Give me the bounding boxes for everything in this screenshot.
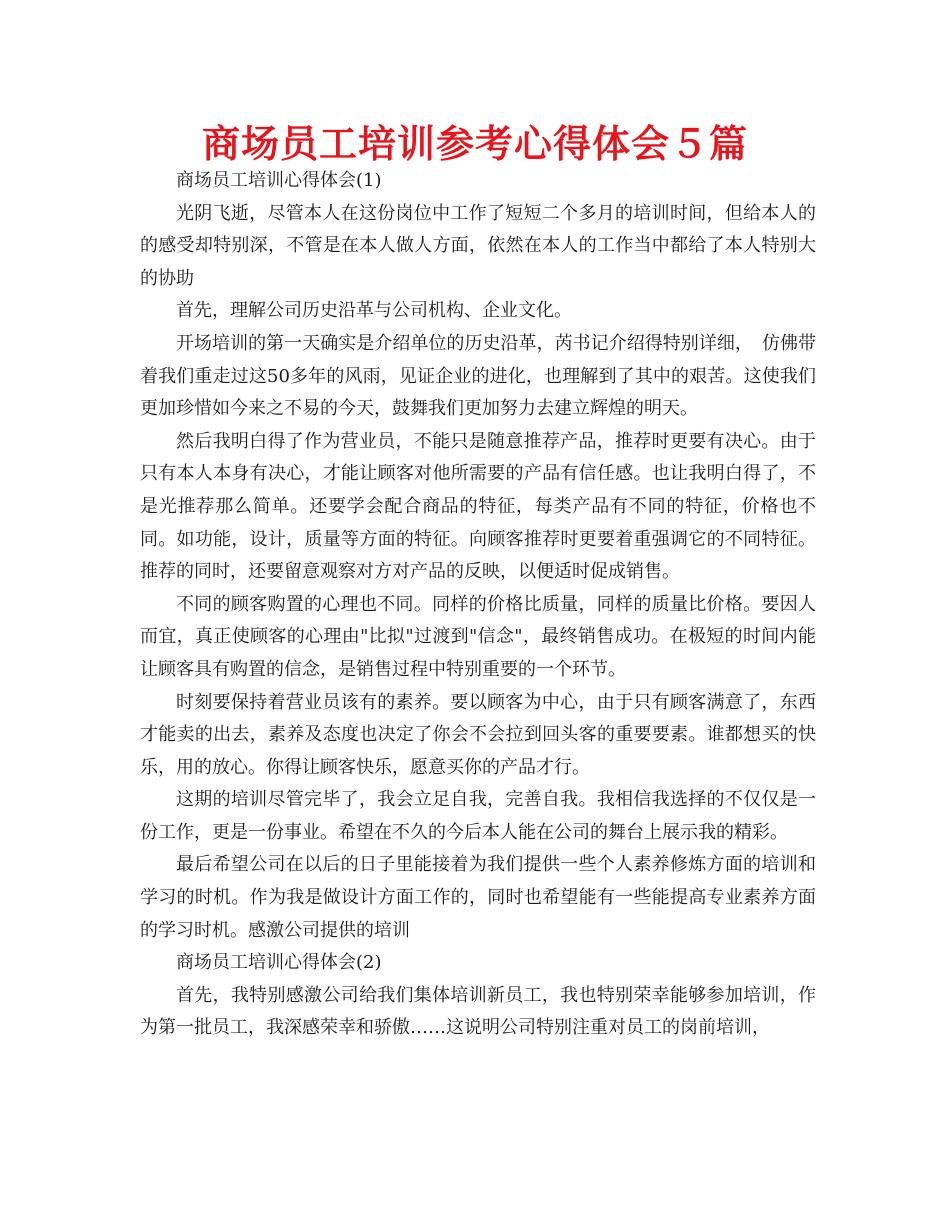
paragraph: 最后希望公司在以后的日子里能接着为我们提供一些个人素养修炼方面的培训和学习的时机。作为我是做设计方面工作的，同时也希望能有一些能提高专业素养方面的学习时机。感激公司提供的培训 — [140, 854, 816, 941]
paragraph: 光阴飞逝，尽管本人在这份岗位中工作了短短二个多月的培训时间，但给本人的的感受却特别深，不管是在本人做人方面，依然在本人的工作当中都给了本人特别大的协助 — [140, 202, 816, 289]
document-title: 商场员工培训参考心得体会５篇 — [201, 122, 748, 166]
paragraph: 这期的培训尽管完毕了，我会立足自我，完善自我。我相信我选择的不仅仅是一份工作，更是一份事业。希望在不久的今后本人能在公司的舞台上展示我的精彩。 — [140, 789, 816, 843]
paragraph: 首先，我特别感激公司给我们集体培训新员工，我也特别荣幸能够参加培训，作为第一批员工，我深感荣幸和骄傲……这说明公司特别注重对员工的岗前培训， — [140, 984, 816, 1039]
paragraph: 开场培训的第一天确实是介绍单位的历史沿革，芮书记介绍得特别详细， 仿佛带着我们重走过这50多年的风雨，见证企业的进化，也理解到了其中的艰苦。这使我们更加珍惜如今来之不易的今天，鼓舞我们更加努力去建立辉煌的明天。 — [140, 332, 816, 420]
paragraph: 首先，理解公司历史沿革与公司机构、企业文化。 — [176, 300, 572, 322]
section-heading-2: 商场员工培训心得体会(2) — [176, 952, 382, 974]
paragraph: 然后我明白得了作为营业员，不能只是随意推荐产品，推荐时更要有决心。由于只有本人本身有决心，才能让顾客对他所需要的产品有信任感。也让我明白得了，不是光推荐那么简单。还要学会配合商品的特征，每类产品有不同的特征，价格也不同。如功能，设计，质量等方面的特征。向顾客推荐时更要着重强调它的不同特征。推荐的同时，还要留意观察对方对产品的反映，以便适时促成销售。 — [140, 430, 816, 583]
document-body — [140, 165, 816, 1045]
paragraph: 不同的顾客购置的心理也不同。同样的价格比质量，同样的质量比价格。要因人而宜，真正使顾客的心理由"比拟"过渡到"信念"，最终销售成功。在极短的时间内能让顾客具有购置的信念，是销售过程中特别重要的一个环节。 — [140, 593, 816, 680]
section-heading-1: 商场员工培训心得体会(1) — [176, 170, 382, 191]
paragraph: 时刻要保持着营业员该有的素养。要以顾客为中心，由于只有顾客满意了，东西才能卖的出去，素养及态度也决定了你会不会拉到回头客的重要要素。谁都想买的快乐，用的放心。你得让顾客快乐，愿意买你的产品才行。 — [140, 691, 816, 778]
